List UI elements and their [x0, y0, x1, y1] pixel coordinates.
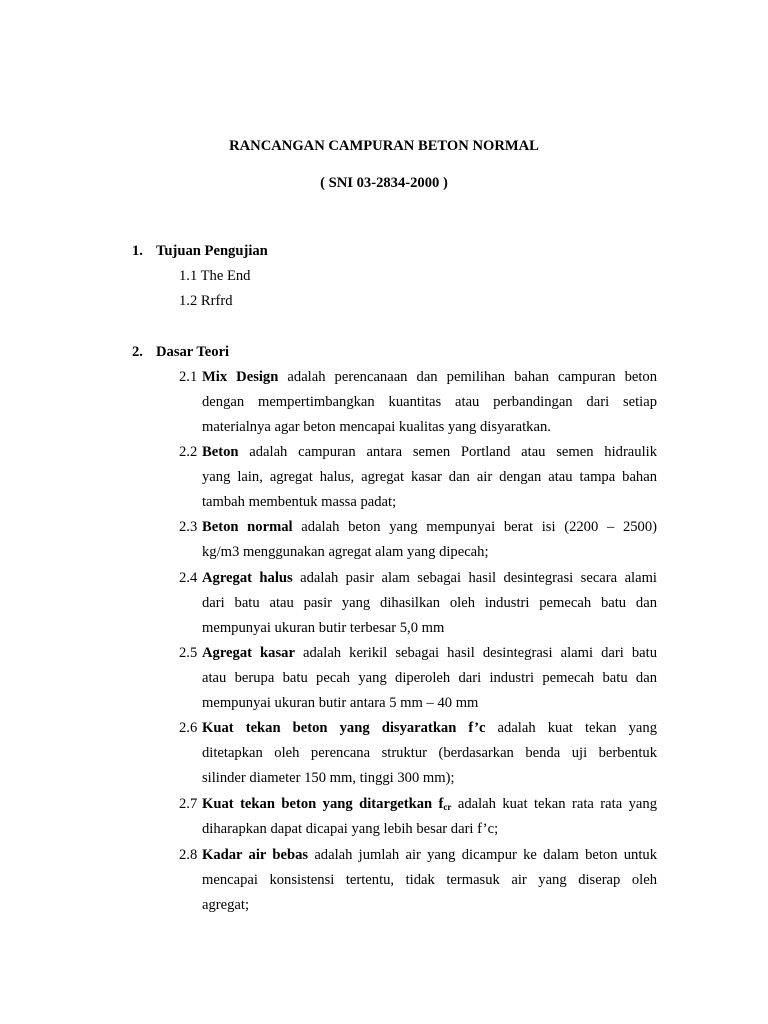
- item-number: 2.8: [179, 847, 198, 863]
- list-item: 1.1 The End: [179, 268, 251, 284]
- item-number: 2.6: [179, 720, 198, 736]
- definition-term: Mix Design: [202, 369, 279, 385]
- definition-line: yang lain, agregat halus, agregat kasar dan air dengan atau tampa bahan: [202, 469, 657, 486]
- definition-text: adalah jumlah air yang dicampur ke dalam beton untuk: [314, 847, 657, 863]
- definition-line: dari batu atau pasir yang dihasilkan oleh industri pemecah batu dan: [202, 595, 657, 612]
- section-number: 2.: [132, 344, 143, 360]
- definition-line: tambah membentuk massa padat;: [202, 494, 397, 511]
- definition-item-kuat-tekan-ditargetkan: [179, 792, 657, 842]
- definition-item-agregat-halus: [179, 566, 657, 642]
- definition-text: adalah pasir alam sebagai hasil desintegrasi secara alami: [300, 570, 657, 586]
- definition-line: materialnya agar beton mencapai kualitas yang disyaratkan.: [202, 419, 551, 436]
- item-number: 2.4: [179, 570, 198, 586]
- definition-line: [179, 843, 657, 868]
- definition-line: [179, 716, 657, 741]
- document-subtitle: ( SNI 03-2834-2000 ): [320, 175, 448, 191]
- definition-term: Agregat kasar: [202, 645, 295, 661]
- definition-line: [179, 566, 657, 591]
- definition-text: adalah beton yang mempunyai berat isi (2200 – 2500): [301, 519, 657, 535]
- definition-term-text: Kuat tekan beton yang ditargetkan f: [202, 796, 444, 812]
- definition-line: kg/m3 menggunakan agregat alam yang dipecah;: [202, 544, 489, 561]
- definition-line: [179, 792, 657, 817]
- definition-item-agregat-kasar: [179, 641, 657, 717]
- definition-line: silinder diameter 150 mm, tinggi 300 mm);: [202, 770, 455, 787]
- section-heading-tujuan: [132, 242, 268, 260]
- definition-text: adalah kerikil sebagai hasil desintegrasi alami dari batu: [303, 645, 657, 661]
- definition-item-mix-design: [179, 365, 657, 441]
- definition-text: adalah kuat tekan yang: [497, 720, 657, 736]
- definition-text: adalah perencanaan dan pemilihan bahan campuran beton: [287, 369, 657, 385]
- definition-line: mencapai konsistensi tertentu, tidak termasuk air yang diserap oleh: [202, 872, 657, 889]
- item-number: 2.5: [179, 645, 198, 661]
- item-number: 2.2: [179, 444, 198, 460]
- definition-line: mempunyai ukuran butir terbesar 5,0 mm: [202, 620, 445, 637]
- definition-line: [179, 440, 657, 465]
- definition-line: [179, 365, 657, 390]
- section-heading-dasar-teori: [132, 343, 229, 361]
- item-number: 2.1: [179, 369, 198, 385]
- list-item: 1.2 Rrfrd: [179, 293, 233, 309]
- definition-line: dengan mempertimbangkan kuantitas atau perbandingan dari setiap: [202, 394, 657, 411]
- definition-term: [202, 796, 451, 812]
- definition-term: Beton normal: [202, 519, 293, 535]
- definition-item-beton: [179, 440, 657, 516]
- definition-text: adalah kuat tekan rata rata yang: [457, 796, 657, 812]
- definition-term-subscript: cr: [443, 802, 452, 812]
- document-title: RANCANGAN CAMPURAN BETON NORMAL: [229, 138, 539, 154]
- definition-line: agregat;: [202, 897, 249, 914]
- section-number: 1.: [132, 243, 143, 259]
- definition-term: Agregat halus: [202, 570, 293, 586]
- definition-item-kadar-air-bebas: [179, 843, 657, 919]
- definition-line: ditetapkan oleh perencana struktur (berdasarkan benda uji berbentuk: [202, 745, 657, 762]
- section-title: Dasar Teori: [156, 344, 230, 360]
- item-number: 2.7: [179, 796, 198, 812]
- definition-term: Kuat tekan beton yang disyaratkan f’c: [202, 720, 486, 736]
- definition-line: mempunyai ukuran butir antara 5 mm – 40 mm: [202, 695, 479, 712]
- definition-item-kuat-tekan-disyaratkan: [179, 716, 657, 792]
- definition-line: diharapkan dapat dicapai yang lebih besar dari f’c;: [202, 821, 499, 838]
- item-number: 2.3: [179, 519, 198, 535]
- definition-line: atau berupa batu pecah yang diperoleh dari industri pemecah batu dan: [202, 670, 657, 687]
- definition-item-beton-normal: [179, 515, 657, 565]
- definition-line: [179, 515, 657, 540]
- definition-text: adalah campuran antara semen Portland atau semen hidraulik: [249, 444, 657, 460]
- definition-term: Beton: [202, 444, 239, 460]
- section-title: Tujuan Pengujian: [156, 243, 268, 259]
- definition-line: [179, 641, 657, 666]
- definition-term: Kadar air bebas: [202, 847, 309, 863]
